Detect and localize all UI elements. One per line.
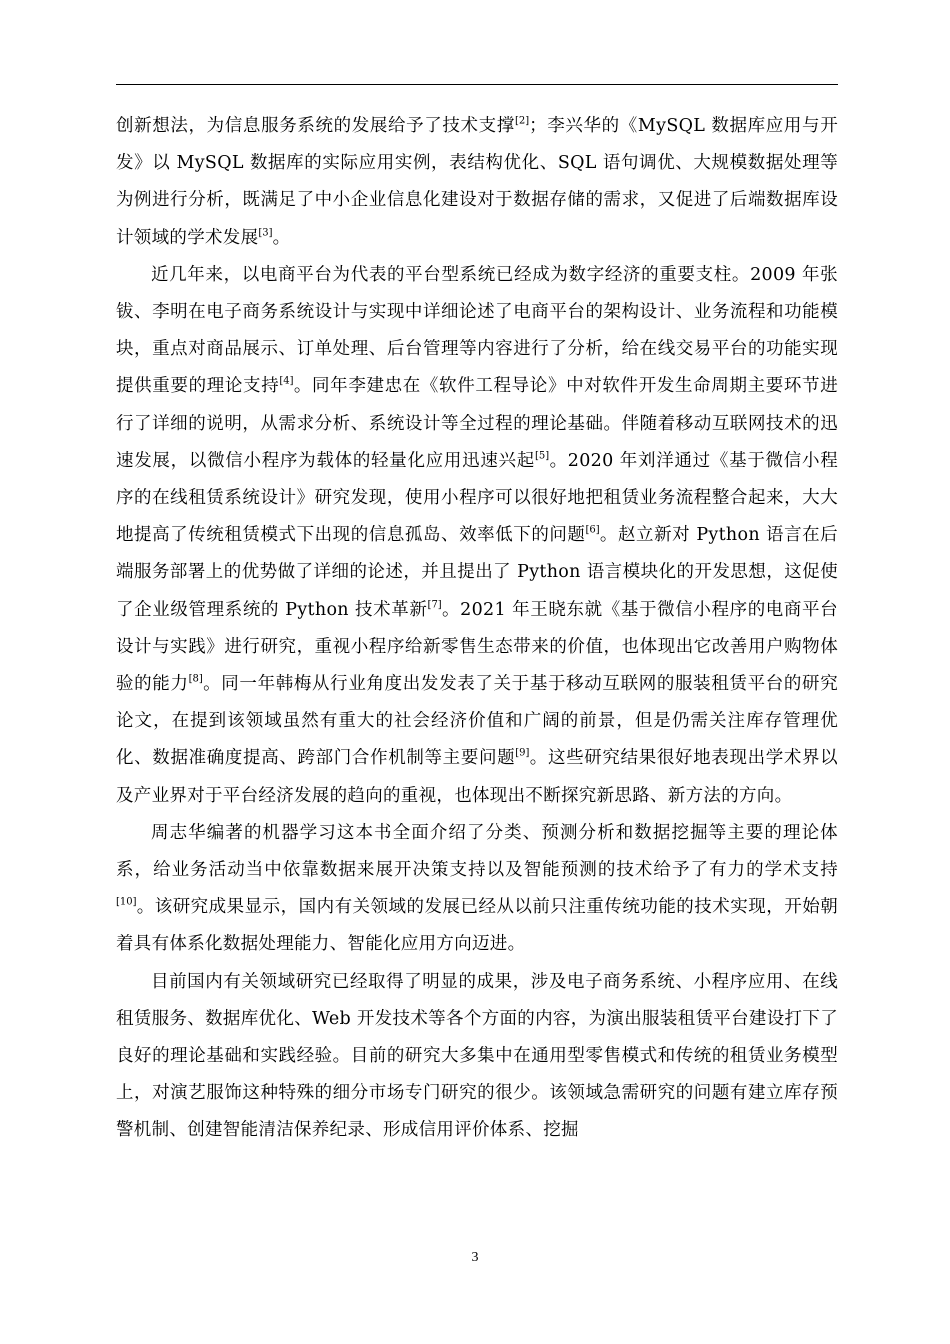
citation-marker: [3] (258, 227, 273, 239)
paragraph (116, 257, 838, 815)
paragraph (116, 964, 838, 1150)
paragraph-text: 。同年李建忠在《软件工程导论》中对软件开发生命周期主要环节进行了详细的说明，从需求分析、系统设计等全过程的理论基础。伴随着移动互联网技术的迅速发展，以微信小程序为载体的轻量化应用迅速兴起 (116, 376, 838, 471)
paragraph-text: 。2021 年王晓东就《基于微信小程序的电商平台设计与实践》进行研究，重视小程序给新零售生态带来的价值，也体现出它改善用户购物体验的能力 (116, 599, 838, 695)
paragraph-text: 周志华编著的机器学习这本书全面介绍了分类、预测分析和数据挖掘等主要的理论体系，给业务活动当中依靠数据来展开决策支持以及智能预测的技术给予了有力的学术支持 (116, 822, 838, 881)
citation-marker: [8] (188, 673, 203, 685)
page-number: 3 (471, 1250, 479, 1265)
paragraph-text: 创新想法，为信息服务系统的发展给予了技术支撑 (116, 116, 515, 136)
paragraph-text: 。该研究成果显示，国内有关领域的发展已经从以前只注重传统功能的技术实现，开始朝着具有体系化数据处理能力、智能化应用方向迈进。 (116, 897, 838, 955)
citation-marker: [4] (279, 375, 294, 387)
paragraph-text: 。同一年韩梅从行业角度出发发表了关于基于移动互联网的服装租赁平台的研究论文，在提到该领域虽然有重大的社会经济价值和广阔的前景，但是仍需关注库存管理优化、数据准确度提高、跨部门合作机制等主要问题 (116, 674, 839, 769)
citation-marker: [9] (515, 747, 530, 759)
paragraph-text: 。赵立新对 Python 语言在后端服务部署上的优势做了详细的论述，并且提出了 Python 语言模块化的开发思想，这促使了企业级管理系统的 Python 技术革新 (116, 525, 838, 620)
paragraph-text: 。 (272, 227, 291, 248)
citation-marker: [5] (534, 450, 550, 462)
header-rule (116, 84, 838, 85)
paragraph-text: ；李兴华的《MySQL 数据库应用与开发》以 MySQL 数据库的实际应用实例，表结构优化、SQL 语句调优、大规模数据处理等为例进行分析，既满足了中小企业信息化建设对于数据存储的需求，又促进了后端数据库设计领域的学术发展 (116, 116, 838, 248)
paragraph (116, 815, 838, 964)
paragraph-text: 。2020 年刘洋通过《基于微信小程序的在线租赁系统设计》研究发现，使用小程序可以很好地把租赁业务流程整合起来，大大地提高了传统租赁模式下出现的信息孤岛、效率低下的问题 (116, 450, 838, 546)
citation-marker: [6] (585, 524, 600, 536)
paragraph (116, 108, 838, 257)
paragraph-text: 近几年来，以电商平台为代表的平台型系统已经成为数字经济的重要支柱。2009 年张钹、李明在电子商务系统设计与实现中详细论述了电商平台的架构设计、业务流程和功能模块，重点对商品展示、订单处理、后台管理等内容进行了分析，给在线交易平台的功能实现提供重要的理论支持 (116, 264, 838, 397)
citation-marker: [2] (514, 115, 530, 127)
paragraph-text: 。这些研究结果很好地表现出学术界以及产业界对于平台经济发展的趋向的重视，也体现出不断探究新思路、新方法的方向。 (116, 748, 838, 806)
citation-marker: [7] (427, 599, 442, 611)
document-body (116, 108, 838, 1150)
paragraph-text: 目前国内有关领域研究已经取得了明显的成果，涉及电子商务系统、小程序应用、在线租赁服务、数据库优化、Web 开发技术等各个方面的内容，为演出服装租赁平台建设打下了良好的理论基础和实践经验。目前的研究大多集中在通用型零售模式和传统的租赁业务模型上，对演艺服饰这种特殊的细分市场专门研究的很少。该领域急需研究的问题有建立库存预警机制、创建智能清洁保养纪录、形成信用评价体系、挖掘 (116, 971, 838, 1141)
citation-marker: [10] (116, 896, 137, 908)
